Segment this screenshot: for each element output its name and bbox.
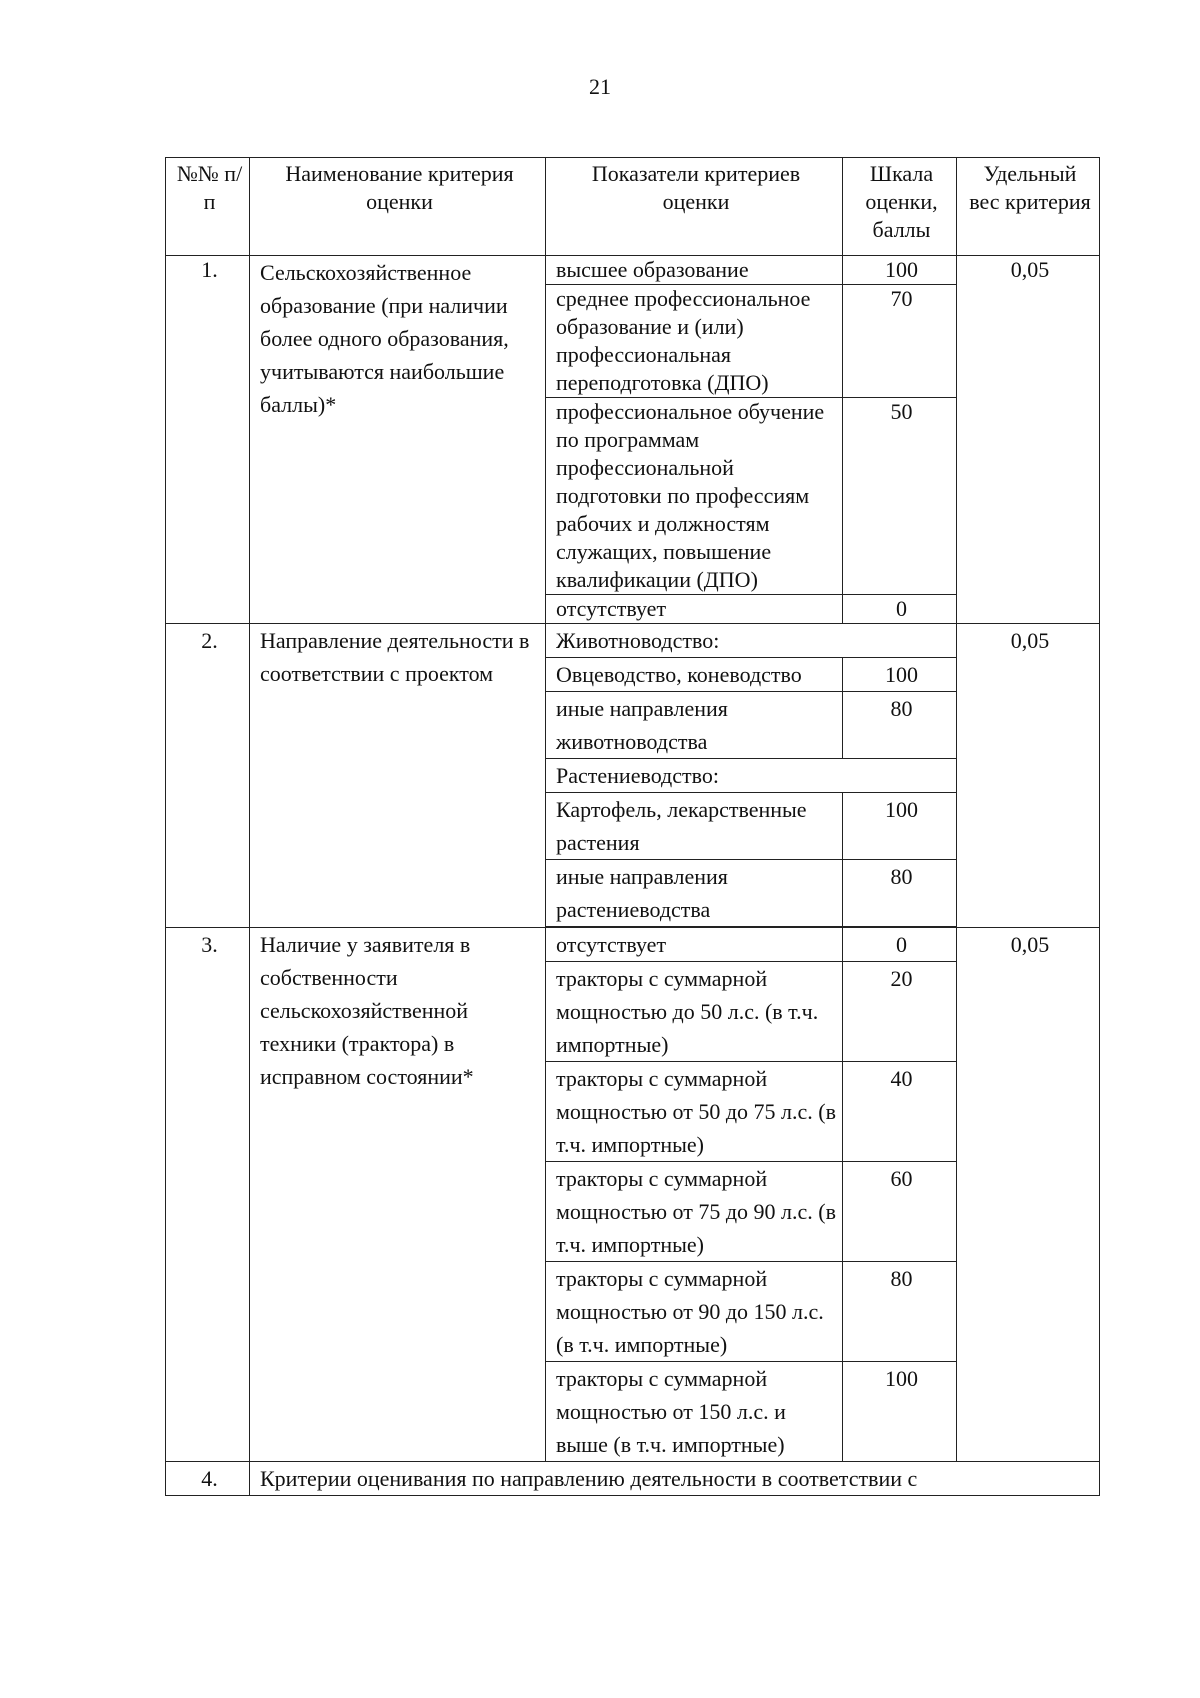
indicator: иные направления растениеводства [546,860,843,927]
score: 20 [843,962,957,1062]
indicator: тракторы с суммарной мощностью до 50 л.с. (в т.ч. импортные) [546,962,843,1062]
score: 100 [843,793,957,860]
row-number: 2. [166,624,250,928]
indicator: высшее образование [546,256,843,285]
header-weight: Удельный вес критерия [957,158,1100,256]
indicator: профессиональное обучение по программам профессиональной подготовки по профессиям рабочих и должностям служащих, повышение квалификации (ДПО) [546,398,843,595]
header-num: №№ п/п [166,158,250,256]
header-scale: Шкала оценки, баллы [843,158,957,256]
indicator: тракторы с суммарной мощностью от 75 до 90 л.с. (в т.ч. импортные) [546,1162,843,1262]
score: 0 [843,595,957,624]
header-indicators: Показатели критериев оценки [546,158,843,256]
score: 70 [843,285,957,398]
score: 80 [843,860,957,927]
criteria-table [165,157,1100,1496]
score: 100 [843,256,957,285]
criterion-name: Направление деятельности в соответствии с проектом [250,624,546,928]
indicator: тракторы с суммарной мощностью от 90 до 150 л.с. (в т.ч. импортные) [546,1262,843,1362]
score: 100 [843,658,957,692]
criterion-weight: 0,05 [957,624,1100,928]
criterion-name: Сельскохозяйственное образование (при наличии более одного образования, учитываются наибольшие баллы)* [250,256,546,624]
indicator: иные направления животноводства [546,692,843,759]
table-row [166,624,1100,658]
subheading: Животноводство: [546,624,957,658]
subheading: Растениеводство: [546,759,957,793]
indicator: Картофель, лекарственные растения [546,793,843,860]
indicator: тракторы с суммарной мощностью от 150 л.с. и выше (в т.ч. импортные) [546,1362,843,1462]
indicator: отсутствует [546,928,843,962]
table-header-row [166,158,1100,256]
row-number: 1. [166,256,250,624]
criterion-weight: 0,05 [957,256,1100,624]
indicator: тракторы с суммарной мощностью от 50 до 75 л.с. (в т.ч. импортные) [546,1062,843,1162]
indicator: отсутствует [546,595,843,624]
criterion-name: Критерии оценивания по направлению деятельности в соответствии с [250,1462,1100,1496]
score: 100 [843,1362,957,1462]
table-row [166,1462,1100,1496]
score: 80 [843,692,957,759]
score: 50 [843,398,957,595]
score: 80 [843,1262,957,1362]
table-row [166,256,1100,285]
header-criterion-name: Наименование критерия оценки [250,158,546,256]
score: 60 [843,1162,957,1262]
page-number: 21 [589,74,611,99]
criterion-name: Наличие у заявителя в собственности сельскохозяйственной техники (трактора) в исправном состоянии* [250,928,546,1462]
indicator: среднее профессиональное образование и (или) профессиональная переподготовка (ДПО) [546,285,843,398]
score: 0 [843,928,957,962]
table-row [166,928,1100,962]
row-number: 3. [166,928,250,1462]
indicator: Овцеводство, коневодство [546,658,843,692]
score: 40 [843,1062,957,1162]
row-number: 4. [166,1462,250,1496]
criterion-weight: 0,05 [957,928,1100,1462]
